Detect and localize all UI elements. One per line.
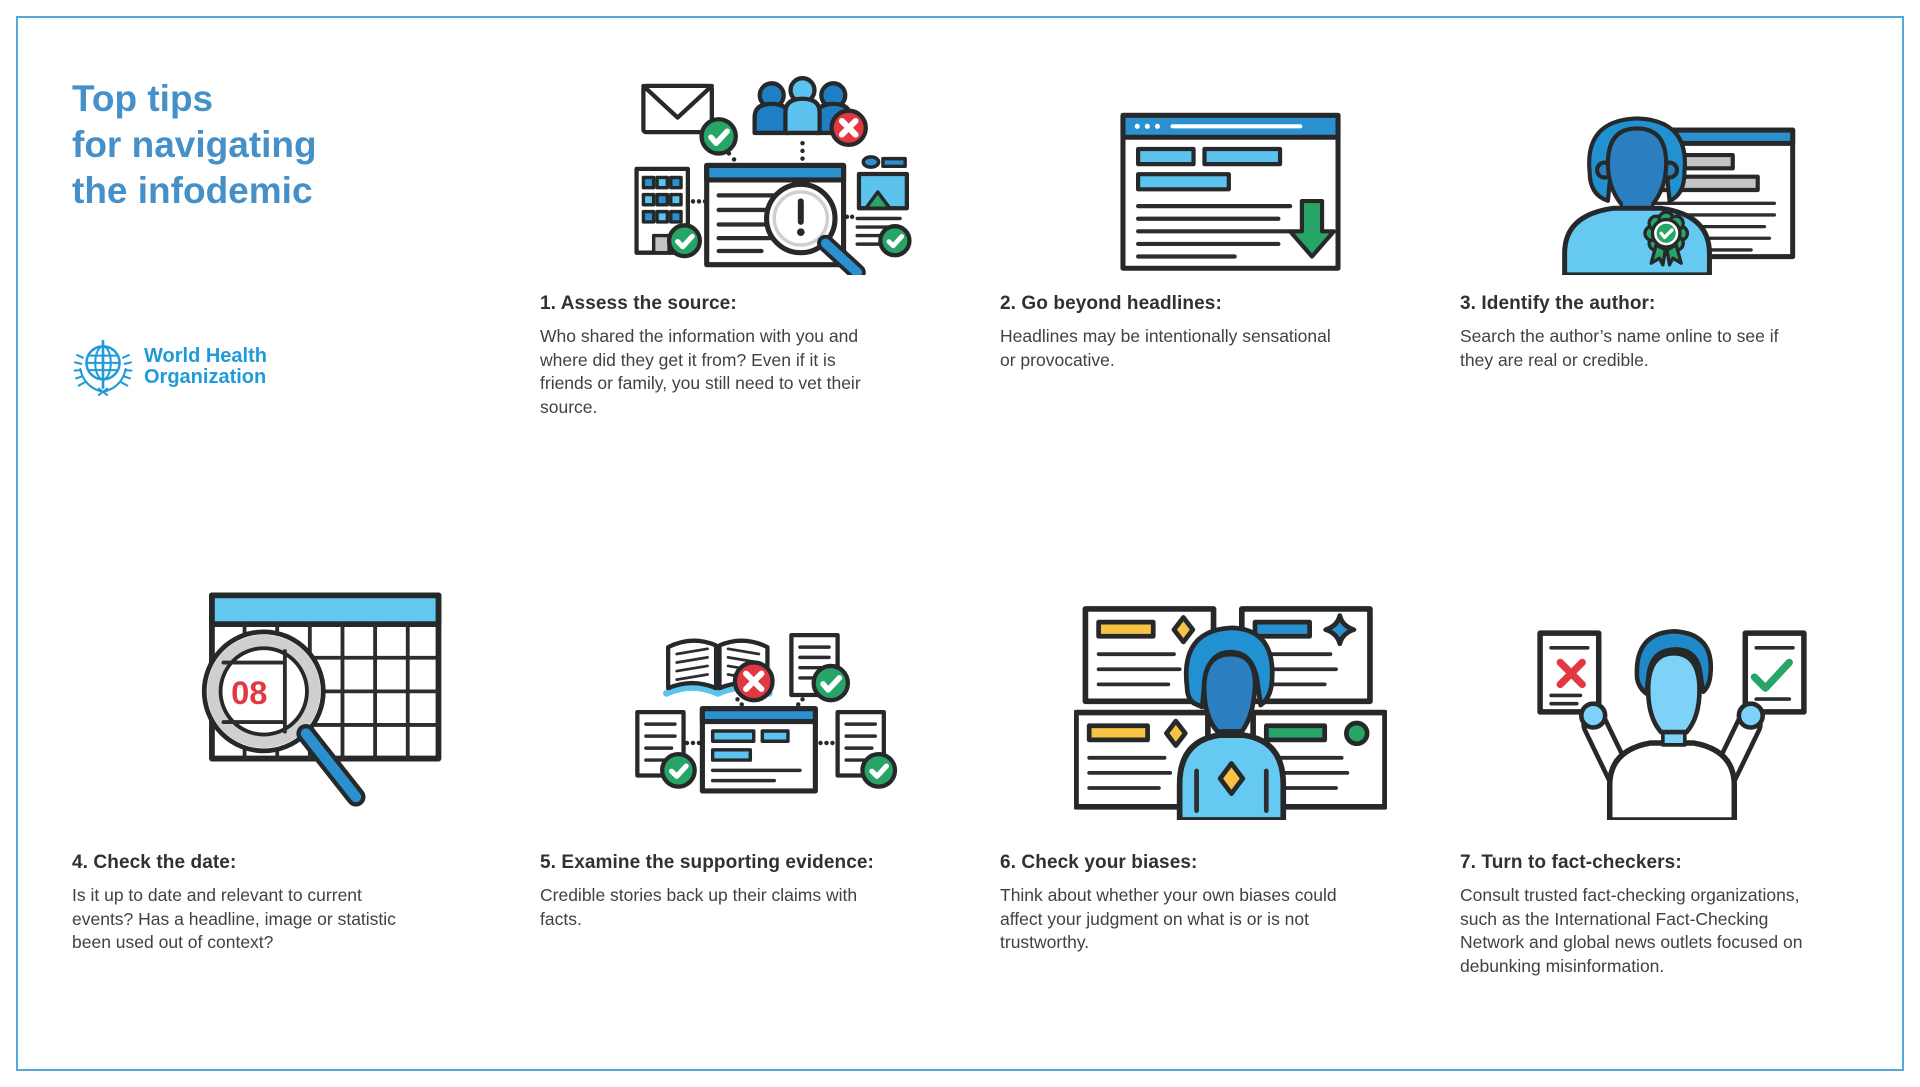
tip-heading: 5. Examine the supporting evidence: [540,852,874,873]
content-grid [72,70,1884,978]
true-paper-icon [1745,633,1804,712]
article-window-icon [1117,107,1344,275]
fact-checker-person-icon [1529,602,1815,820]
tip-body: Who shared the information with you and where did they get it from? Even if it is friends or family, you still need to vet their source. [540,326,861,417]
tip-heading: 3. Identify the author: [1460,293,1656,314]
tip-body: Credible stories back up their claims with facts. [540,885,858,929]
assess-source-illustration [540,70,1000,277]
tip-card-2 [1000,70,1460,480]
tip-heading: 7. Turn to fact-checkers: [1460,852,1682,873]
evidence-icon [632,630,908,820]
check-icon [702,119,736,153]
check-icon [880,226,909,255]
who-emblem-icon [72,336,134,398]
author-profile-icon [1543,90,1801,275]
who-logo [72,336,540,398]
envelope-icon [643,86,711,132]
examine-evidence-illustration [540,480,1000,836]
story-window-icon [702,709,815,791]
assess-source-icon [628,73,912,275]
x-icon [735,663,773,701]
check-icon [669,225,700,256]
tip-heading: 6. Check your biases: [1000,852,1198,873]
tip-card-3 [1460,70,1884,480]
check-icon [814,666,848,700]
x-icon [832,111,866,145]
check-icon [862,754,895,787]
identify-author-illustration [1460,70,1884,277]
fact-checkers-illustration [1460,480,1884,836]
beyond-headlines-illustration [1000,70,1460,277]
who-line-1: World Health [144,345,267,367]
page-title [72,76,540,214]
tip-body: Search the author’s name online to see if they are real or credible. [1460,326,1779,370]
tip-body: Consult trusted fact-checking organizations, such as the International Fact-Checking Network and global news outlets focused on debunking misinformation. [1460,885,1803,976]
title-line-2: for navigating [72,124,317,165]
calendar-magnifier-icon [162,580,450,820]
check-icon [662,754,695,787]
check-date-illustration [72,480,540,836]
tip-heading: 1. Assess the source: [540,293,737,314]
biases-icon [1074,592,1387,820]
tip-card-5 [540,480,1000,978]
title-block [72,70,540,480]
tip-card-1 [540,70,1000,480]
tip-heading: 4. Check the date: [72,852,237,873]
check-biases-illustration [1000,480,1460,836]
tip-body: Think about whether your own biases could affect your judgment on what is or is not trustworthy. [1000,885,1337,952]
tip-card-6 [1000,480,1460,978]
who-line-2: Organization [144,366,267,388]
title-line-1: Top tips [72,78,214,119]
person-icon [1581,631,1762,820]
who-logo-text [144,346,267,388]
tip-heading: 2. Go beyond headlines: [1000,293,1222,314]
false-paper-icon [1540,633,1599,712]
tip-body: Is it up to date and relevant to current events? Has a headline, image or statistic been used out of context? [72,885,396,952]
tip-body: Headlines may be intentionally sensational or provocative. [1000,326,1331,370]
title-line-3: the infodemic [72,170,313,211]
tip-card-4 [72,480,540,978]
calendar-date-label: 08 [231,673,268,711]
tip-card-7 [1460,480,1884,978]
